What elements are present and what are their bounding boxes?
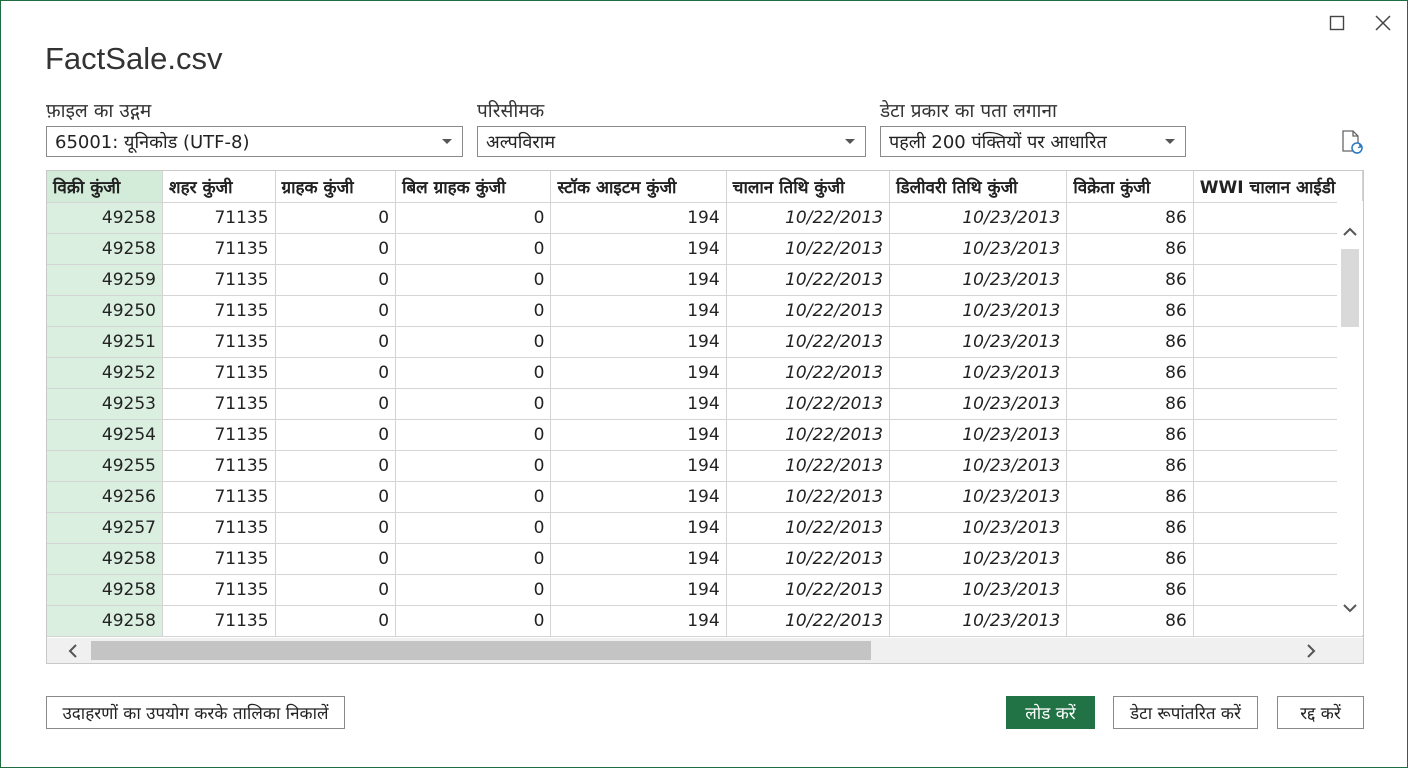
table-cell[interactable]: 0 (396, 388, 551, 419)
table-header-row (47, 171, 1363, 202)
table-cell[interactable]: 10/22/2013 (726, 419, 889, 450)
table-cell[interactable]: 0 (396, 326, 551, 357)
table-cell[interactable]: 10/23/2013 (890, 326, 1067, 357)
table-cell[interactable]: 10/22/2013 (726, 264, 889, 295)
column-header-wwi-invoice-id[interactable]: WWI चालान आईडी (1193, 171, 1362, 202)
table-cell[interactable]: 71135 (163, 388, 276, 419)
table-cell[interactable]: 0 (275, 419, 396, 450)
table-cell[interactable]: 0 (396, 295, 551, 326)
table-cell[interactable]: 71135 (163, 233, 276, 264)
table-cell[interactable]: 86 (1067, 295, 1193, 326)
table-cell[interactable]: 10/23/2013 (890, 233, 1067, 264)
chevron-down-icon (845, 139, 855, 144)
table-cell[interactable]: 10/23/2013 (890, 388, 1067, 419)
file-origin-label: फ़ाइल का उद्गम (46, 100, 152, 122)
table-cell[interactable]: 71135 (163, 264, 276, 295)
table-cell[interactable]: 194 (551, 295, 726, 326)
table-cell[interactable]: 86 (1067, 543, 1193, 574)
table-cell[interactable]: 71135 (163, 326, 276, 357)
data-type-detection-select[interactable] (880, 126, 1186, 157)
column-header-city-key[interactable]: शहर कुंजी (163, 171, 276, 202)
table-cell[interactable]: 10/22/2013 (726, 512, 889, 543)
table-cell[interactable]: 86 (1067, 450, 1193, 481)
table-row (47, 574, 1363, 605)
table-cell[interactable]: 10/23/2013 (890, 450, 1067, 481)
table-cell[interactable]: 49250 (47, 295, 163, 326)
table-cell[interactable]: 194 (551, 202, 726, 233)
vertical-scroll-thumb[interactable] (1341, 249, 1359, 327)
column-header-bill-customer-key[interactable]: बिल ग्राहक कुंजी (396, 171, 551, 202)
table-cell[interactable]: 71135 (163, 295, 276, 326)
table-cell[interactable]: 10/23/2013 (890, 357, 1067, 388)
file-origin-select[interactable] (46, 126, 463, 157)
table-cell[interactable]: 194 (551, 481, 726, 512)
chevron-right-icon (1306, 643, 1316, 659)
table-cell[interactable]: 0 (275, 388, 396, 419)
maximize-icon (1329, 15, 1345, 31)
table-cell[interactable]: 194 (551, 357, 726, 388)
table-cell[interactable]: 86 (1067, 388, 1193, 419)
preview-table (47, 171, 1363, 637)
cancel-button[interactable]: रद्द करें (1277, 696, 1364, 729)
table-cell[interactable]: 49257 (47, 512, 163, 543)
column-header-stock-item-key[interactable]: स्टॉक आइटम कुंजी (551, 171, 726, 202)
table-cell[interactable]: 0 (275, 326, 396, 357)
table-cell[interactable]: 71135 (163, 202, 276, 233)
table-cell[interactable]: 194 (551, 419, 726, 450)
table-row (47, 233, 1363, 264)
table-cell[interactable]: 49258 (47, 543, 163, 574)
table-cell[interactable]: 10/22/2013 (726, 481, 889, 512)
table-cell[interactable]: 194 (551, 450, 726, 481)
table-cell[interactable]: 86 (1067, 419, 1193, 450)
table-cell[interactable]: 71135 (163, 419, 276, 450)
chevron-left-icon (68, 643, 78, 659)
table-cell[interactable]: 10/22/2013 (726, 543, 889, 574)
table-row (47, 419, 1363, 450)
table-cell[interactable]: 49258 (47, 233, 163, 264)
close-icon (1374, 14, 1392, 32)
extract-table-button[interactable]: उदाहरणों का उपयोग करके तालिका निकालें (46, 696, 345, 729)
table-cell[interactable]: 0 (396, 512, 551, 543)
refresh-preview-button[interactable] (1339, 129, 1365, 155)
table-row (47, 512, 1363, 543)
chevron-down-icon (442, 139, 452, 144)
maximize-button[interactable] (1323, 9, 1351, 37)
table-row (47, 605, 1363, 636)
table-cell[interactable]: 10/23/2013 (890, 574, 1067, 605)
load-button[interactable]: लोड करें (1006, 696, 1095, 729)
chevron-up-icon (1342, 227, 1358, 237)
table-cell[interactable]: 49258 (47, 202, 163, 233)
table-cell[interactable]: 194 (551, 326, 726, 357)
table-cell[interactable]: 10/22/2013 (726, 202, 889, 233)
table-cell[interactable]: 86 (1067, 605, 1193, 636)
horizontal-scroll-thumb[interactable] (91, 641, 871, 660)
table-cell[interactable]: 0 (275, 202, 396, 233)
table-cell[interactable]: 0 (275, 481, 396, 512)
table-cell[interactable]: 86 (1067, 326, 1193, 357)
table-cell[interactable]: 71135 (163, 481, 276, 512)
table-cell[interactable]: 10/23/2013 (890, 605, 1067, 636)
table-cell[interactable]: 10/23/2013 (890, 264, 1067, 295)
table-cell[interactable]: 49258 (47, 574, 163, 605)
table-cell[interactable]: 49255 (47, 450, 163, 481)
table-cell[interactable]: 10/22/2013 (726, 388, 889, 419)
table-cell[interactable]: 86 (1067, 264, 1193, 295)
delimiter-value: अल्पविराम (486, 131, 556, 153)
table-row (47, 295, 1363, 326)
table-row (47, 357, 1363, 388)
table-cell[interactable]: 10/22/2013 (726, 295, 889, 326)
table-cell[interactable]: 194 (551, 233, 726, 264)
table-cell[interactable]: 0 (396, 543, 551, 574)
table-cell[interactable]: 0 (396, 481, 551, 512)
table-cell[interactable]: 10/23/2013 (890, 481, 1067, 512)
table-cell[interactable]: 0 (275, 574, 396, 605)
table-cell[interactable]: 10/23/2013 (890, 295, 1067, 326)
table-cell[interactable]: 86 (1067, 574, 1193, 605)
table-cell[interactable]: 71135 (163, 357, 276, 388)
table-cell[interactable]: 0 (396, 574, 551, 605)
table-cell[interactable]: 49253 (47, 388, 163, 419)
dialog-title: FactSale.csv (45, 41, 223, 76)
table-cell[interactable]: 194 (551, 388, 726, 419)
horizontal-scrollbar[interactable] (47, 638, 1363, 663)
table-cell[interactable]: 10/23/2013 (890, 202, 1067, 233)
table-cell[interactable]: 71135 (163, 450, 276, 481)
chevron-down-icon (1342, 603, 1358, 613)
file-origin-value: 65001: यूनिकोड (UTF-8) (55, 131, 250, 153)
column-header-sale-key[interactable]: विक्री कुंजी (47, 171, 163, 202)
vertical-scrollbar[interactable] (1337, 201, 1363, 635)
scroll-down-button[interactable] (1341, 599, 1359, 617)
table-cell[interactable]: 86 (1067, 481, 1193, 512)
table-row (47, 543, 1363, 574)
table-cell[interactable]: 0 (275, 543, 396, 574)
column-header-salesperson-key[interactable]: विक्रेता कुंजी (1067, 171, 1193, 202)
table-cell[interactable]: 71135 (163, 574, 276, 605)
table-cell[interactable]: 49258 (47, 605, 163, 636)
table-cell[interactable]: 0 (396, 605, 551, 636)
column-header-invoice-date-key[interactable]: चालान तिथि कुंजी (726, 171, 889, 202)
table-cell[interactable]: 10/23/2013 (890, 512, 1067, 543)
table-cell[interactable]: 10/22/2013 (726, 450, 889, 481)
table-cell[interactable]: 10/22/2013 (726, 574, 889, 605)
table-body (47, 202, 1363, 636)
table-cell[interactable]: 0 (275, 264, 396, 295)
table-cell[interactable]: 0 (275, 295, 396, 326)
table-row (47, 481, 1363, 512)
table-row (47, 264, 1363, 295)
table-cell[interactable]: 71135 (163, 543, 276, 574)
table-cell[interactable]: 49251 (47, 326, 163, 357)
table-cell[interactable]: 86 (1067, 357, 1193, 388)
table-cell[interactable]: 194 (551, 574, 726, 605)
table-cell[interactable]: 0 (275, 357, 396, 388)
table-cell[interactable]: 49259 (47, 264, 163, 295)
table-cell[interactable]: 71135 (163, 512, 276, 543)
table-cell[interactable]: 194 (551, 512, 726, 543)
table-cell[interactable]: 86 (1067, 512, 1193, 543)
table-cell[interactable]: 0 (396, 233, 551, 264)
table-cell[interactable]: 10/23/2013 (890, 543, 1067, 574)
column-header-customer-key[interactable]: ग्राहक कुंजी (275, 171, 396, 202)
table-cell[interactable]: 49254 (47, 419, 163, 450)
chevron-down-icon (1165, 139, 1175, 144)
table-cell[interactable]: 86 (1067, 202, 1193, 233)
transform-data-button[interactable]: डेटा रूपांतरित करें (1113, 696, 1258, 729)
scroll-right-button[interactable] (1301, 641, 1321, 660)
table-cell[interactable]: 10/23/2013 (890, 419, 1067, 450)
scroll-left-button[interactable] (63, 641, 83, 660)
scroll-up-button[interactable] (1341, 223, 1359, 241)
table-cell[interactable]: 10/22/2013 (726, 233, 889, 264)
table-cell[interactable]: 49252 (47, 357, 163, 388)
table-cell[interactable]: 0 (275, 450, 396, 481)
table-row (47, 326, 1363, 357)
column-header-delivery-date-key[interactable]: डिलीवरी तिथि कुंजी (890, 171, 1067, 202)
table-row (47, 202, 1363, 233)
table-row (47, 388, 1363, 419)
data-type-detection-value: पहली 200 पंक्तियों पर आधारित (889, 131, 1107, 153)
table-cell[interactable]: 86 (1067, 233, 1193, 264)
table-cell[interactable]: 0 (275, 512, 396, 543)
table-cell[interactable]: 194 (551, 605, 726, 636)
preview-grid (46, 170, 1364, 664)
refresh-file-icon (1339, 129, 1365, 155)
delimiter-label: परिसीमक (477, 100, 545, 122)
table-cell[interactable]: 194 (551, 543, 726, 574)
table-cell[interactable]: 0 (396, 264, 551, 295)
table-cell[interactable]: 0 (275, 605, 396, 636)
table-cell[interactable]: 10/22/2013 (726, 605, 889, 636)
data-type-detection-label: डेटा प्रकार का पता लगाना (880, 100, 1057, 122)
table-cell[interactable]: 0 (275, 233, 396, 264)
delimiter-select[interactable] (477, 126, 866, 157)
table-row (47, 450, 1363, 481)
table-cell[interactable]: 0 (396, 202, 551, 233)
table-cell[interactable]: 10/22/2013 (726, 357, 889, 388)
table-cell[interactable]: 71135 (163, 605, 276, 636)
table-cell[interactable]: 194 (551, 264, 726, 295)
table-cell[interactable]: 10/22/2013 (726, 326, 889, 357)
close-button[interactable] (1369, 9, 1397, 37)
table-cell[interactable]: 0 (396, 450, 551, 481)
table-cell[interactable]: 0 (396, 357, 551, 388)
table-cell[interactable]: 49256 (47, 481, 163, 512)
table-cell[interactable]: 0 (396, 419, 551, 450)
